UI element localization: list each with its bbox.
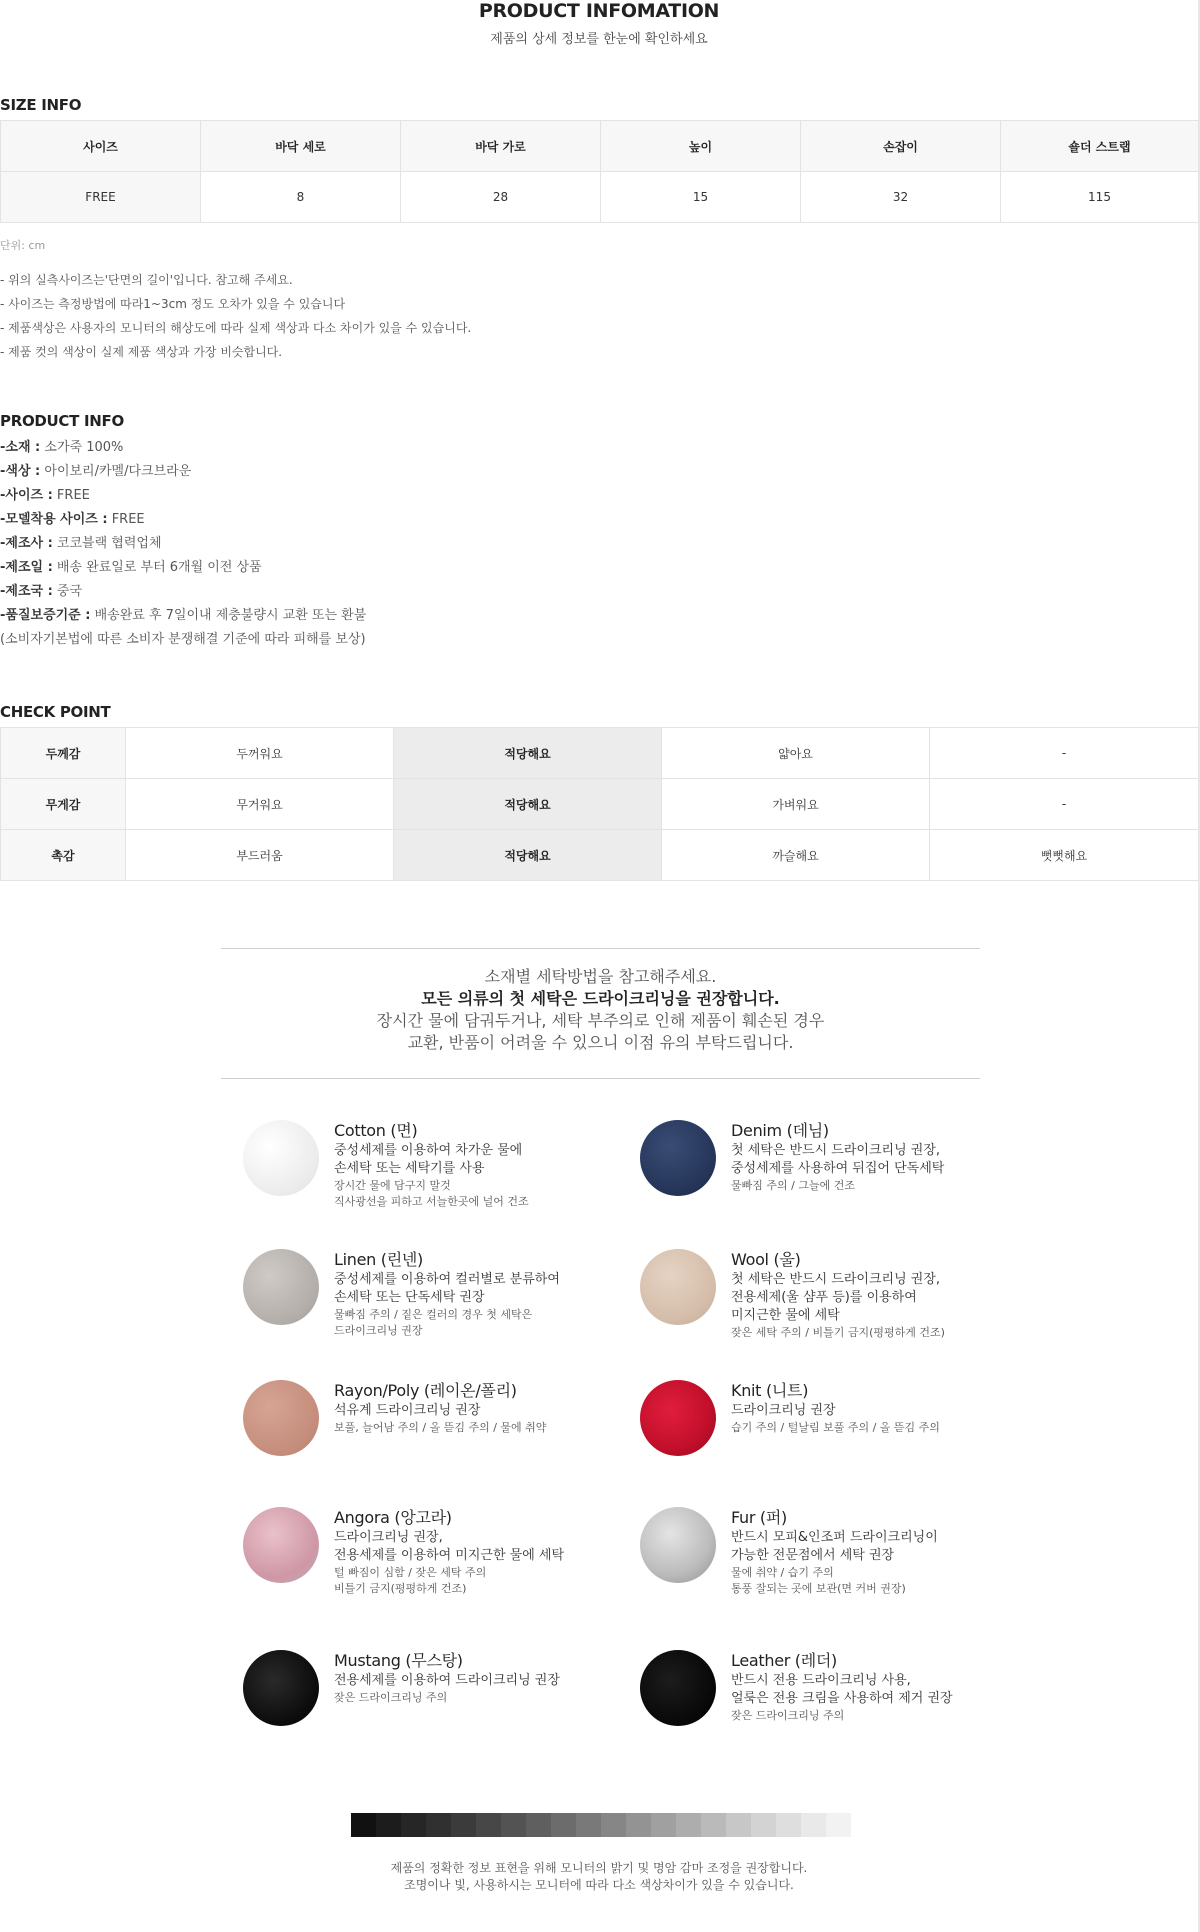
wash-guide-bottom-rule (221, 1078, 980, 1079)
info-value: FREE (52, 488, 90, 503)
knit-swatch (640, 1380, 716, 1456)
material-desc (731, 1271, 945, 1341)
info-label: -색상 : (0, 464, 41, 479)
gray-swatch (601, 1813, 626, 1837)
size-table (0, 120, 1199, 223)
gray-swatch (451, 1813, 476, 1837)
size-note: - 위의 실측사이즈는'단면의 길이'입니다. 참고해 주세요. (0, 273, 293, 287)
material-desc-line: 전용세제를 이용하여 드라이크리닝 권장 (334, 1673, 560, 1688)
info-item (0, 532, 366, 556)
size-header-cell: 바닥 가로 (401, 121, 601, 172)
size-table-value-row (1, 172, 1199, 223)
info-item (0, 460, 366, 484)
size-notes (0, 268, 471, 364)
size-info-title: SIZE INFO (0, 96, 82, 114)
material-desc-line: 중성세제를 사용하여 뒤집어 단독세탁 (731, 1161, 945, 1176)
size-table-header-row (1, 121, 1199, 172)
material-angora (243, 1507, 663, 1607)
gray-swatch (726, 1813, 751, 1837)
material-name: Fur (퍼) (731, 1508, 787, 1527)
check-option: 부드러움 (126, 830, 394, 881)
material-note: 잦은 세탁 주의 / 비틀기 금지(평평하게 건조) (731, 1326, 945, 1339)
material-note: 털 빠짐이 심함 / 잦은 세탁 주의 (334, 1566, 487, 1579)
material-desc-line: 중성세제를 이용하여 컬러별로 분류하여 (334, 1272, 560, 1287)
gray-swatch (701, 1813, 726, 1837)
wash-guide-emphasis: 모든 의류의 첫 세탁은 드라이크리닝을 권장합니다. (421, 989, 780, 1008)
material-linen (243, 1249, 663, 1349)
check-option: - (930, 779, 1199, 830)
info-footnote: (소비자기본법에 따른 소비자 분쟁해결 기준에 따라 피해를 보상) (0, 632, 366, 647)
info-label: -모델착용 사이즈 : (0, 512, 108, 527)
check-row-thickness (1, 728, 1199, 779)
leather-swatch (640, 1650, 716, 1726)
material-mustang (243, 1650, 663, 1750)
material-desc (334, 1142, 529, 1210)
size-header-cell: 바닥 세로 (201, 121, 401, 172)
material-desc-line: 얼룩은 전용 크림을 사용하여 제거 권장 (731, 1691, 953, 1706)
check-option-selected: 적당해요 (394, 830, 662, 881)
info-label: -제조일 : (0, 560, 53, 575)
check-option: 가벼워요 (662, 779, 930, 830)
info-value: FREE (107, 512, 145, 527)
wool-swatch (640, 1249, 716, 1325)
check-point-table (0, 727, 1199, 881)
check-option-selected: 적당해요 (394, 779, 662, 830)
info-item (0, 508, 366, 532)
material-desc-line: 중성세제를 이용하여 차가운 물에 (334, 1143, 523, 1158)
size-value-cell: 28 (401, 172, 601, 223)
info-item (0, 580, 366, 604)
gray-scale-bar (351, 1813, 851, 1837)
material-denim (640, 1120, 1060, 1220)
angora-swatch (243, 1507, 319, 1583)
material-note: 습기 주의 / 털날림 보풀 주의 / 올 뜯김 주의 (731, 1421, 940, 1434)
gray-swatch (801, 1813, 826, 1837)
material-name: Cotton (면) (334, 1121, 418, 1140)
material-name: Wool (울) (731, 1250, 801, 1269)
material-desc (731, 1529, 938, 1597)
material-knit (640, 1380, 1060, 1480)
product-info-list (0, 436, 366, 652)
gray-swatch (776, 1813, 801, 1837)
info-label: -품질보증기준 : (0, 608, 91, 623)
size-note: - 제품색상은 사용자의 모니터의 해상도에 따라 실제 색상과 다소 차이가 있을 수 있습니다. (0, 321, 472, 335)
material-note: 통풍 잘되는 곳에 보관(면 커버 권장) (731, 1582, 906, 1595)
check-option: 얇아요 (662, 728, 930, 779)
rayon-swatch (243, 1380, 319, 1456)
check-option: - (930, 728, 1199, 779)
material-note: 물빠짐 주의 / 짙은 컬러의 경우 첫 세탁은 (334, 1308, 533, 1321)
gray-swatch (351, 1813, 376, 1837)
info-item (0, 604, 366, 628)
material-desc-line: 손세탁 또는 단독세탁 권장 (334, 1290, 485, 1305)
info-value: 배송완료 후 7일이내 제충불량시 교환 또는 환불 (90, 608, 367, 623)
gray-swatch (401, 1813, 426, 1837)
fur-swatch (640, 1507, 716, 1583)
material-desc (334, 1672, 560, 1706)
material-name: Mustang (무스탕) (334, 1651, 463, 1670)
info-item (0, 436, 366, 460)
info-value: 코코블랙 협력업체 (52, 536, 162, 551)
material-note: 물빠짐 주의 / 그늘에 건조 (731, 1179, 855, 1192)
material-desc (731, 1402, 940, 1436)
size-header-cell: 손잡이 (801, 121, 1001, 172)
check-point-title: CHECK POINT (0, 703, 111, 721)
material-desc-line: 드라이크리닝 권장 (731, 1403, 836, 1418)
material-name: Rayon/Poly (레이온/폴리) (334, 1381, 517, 1400)
size-header-cell: 높이 (601, 121, 801, 172)
gray-swatch (826, 1813, 851, 1837)
material-desc-line: 드라이크리닝 권장, (334, 1530, 443, 1545)
check-row-label: 무게감 (1, 779, 126, 830)
info-value: 배송 완료일로 부터 6개월 이전 상품 (52, 560, 262, 575)
material-note: 물에 취약 / 습기 주의 (731, 1566, 834, 1579)
denim-swatch (640, 1120, 716, 1196)
material-cotton (243, 1120, 663, 1220)
size-value-cell: FREE (1, 172, 201, 223)
material-desc-line: 반드시 모피&인조퍼 드라이크리닝이 (731, 1530, 938, 1545)
size-value-cell: 15 (601, 172, 801, 223)
gray-swatch (376, 1813, 401, 1837)
linen-swatch (243, 1249, 319, 1325)
info-label: -제조사 : (0, 536, 53, 551)
material-desc-line: 전용세제(울 샴푸 등)를 이용하여 (731, 1290, 917, 1305)
page-title: PRODUCT INFOMATION (478, 0, 720, 22)
gray-swatch (676, 1813, 701, 1837)
check-row-weight (1, 779, 1199, 830)
material-desc (731, 1672, 953, 1724)
material-desc (731, 1142, 944, 1194)
material-note: 비틀기 금지(평평하게 건조) (334, 1582, 467, 1595)
material-fur (640, 1507, 1060, 1607)
material-name: Knit (니트) (731, 1381, 809, 1400)
size-note: - 사이즈는 측정방법에 따라1~3cm 정도 오차가 있을 수 있습니다 (0, 297, 346, 311)
gray-swatch (476, 1813, 501, 1837)
material-note: 직사광선을 피하고 서늘한곳에 널어 건조 (334, 1195, 529, 1208)
size-value-cell: 115 (1001, 172, 1199, 223)
gray-swatch (651, 1813, 676, 1837)
monitor-notice-line: 조명이나 빛, 사용하시는 모니터에 따라 다소 색상차이가 있을 수 있습니다. (404, 1878, 794, 1892)
material-desc-line: 전용세제를 이용하여 미지근한 물에 세탁 (334, 1548, 565, 1563)
gray-swatch (501, 1813, 526, 1837)
wash-guide-line: 교환, 반품이 어려울 수 있으니 이점 유의 부탁드립니다. (407, 1033, 794, 1052)
material-desc-line: 석유계 드라이크리닝 권장 (334, 1403, 481, 1418)
info-value: 중국 (52, 584, 83, 599)
material-note: 잦은 드라이크리닝 주의 (334, 1691, 448, 1704)
size-value-cell: 8 (201, 172, 401, 223)
material-name: Denim (데님) (731, 1121, 829, 1140)
size-header-cell: 숄더 스트랩 (1001, 121, 1199, 172)
material-note: 장시간 물에 담구지 말것 (334, 1179, 451, 1192)
info-label: -사이즈 : (0, 488, 53, 503)
material-desc-line: 첫 세탁은 반드시 드라이크리닝 권장, (731, 1143, 941, 1158)
check-option: 뻣뻣해요 (930, 830, 1199, 881)
check-option-selected: 적당해요 (394, 728, 662, 779)
material-desc (334, 1271, 560, 1339)
check-option: 무거워요 (126, 779, 394, 830)
material-name: Angora (앙고라) (334, 1508, 452, 1527)
check-option: 두꺼워요 (126, 728, 394, 779)
wash-guide-line: 장시간 물에 담궈두거나, 세탁 부주의로 인해 제품이 훼손된 경우 (376, 1011, 825, 1030)
size-header-cell: 사이즈 (1, 121, 201, 172)
mustang-swatch (243, 1650, 319, 1726)
gray-swatch (526, 1813, 551, 1837)
info-value: 아이보리/카멜/다크브라운 (40, 464, 192, 479)
gray-swatch (751, 1813, 776, 1837)
info-label: -제조국 : (0, 584, 53, 599)
material-desc (334, 1402, 546, 1436)
material-desc-line: 미지근한 물에 세탁 (731, 1308, 840, 1323)
info-item (0, 556, 366, 580)
material-note: 잦은 드라이크리닝 주의 (731, 1709, 845, 1722)
monitor-notice-line: 제품의 정확한 정보 표현을 위해 모니터의 밝기 및 명암 감마 조정을 권장합니다. (390, 1861, 808, 1875)
wash-guide-line: 소재별 세탁방법을 참고해주세요. (484, 967, 717, 986)
material-note: 보풀, 늘어남 주의 / 올 뜯김 주의 / 물에 취약 (334, 1421, 547, 1434)
gray-swatch (551, 1813, 576, 1837)
wash-guide-top-rule (221, 948, 980, 949)
material-desc-line: 반드시 전용 드라이크리닝 사용, (731, 1673, 911, 1688)
check-option: 까슬해요 (662, 830, 930, 881)
material-name: Leather (레더) (731, 1651, 837, 1670)
material-rayon-poly (243, 1380, 663, 1480)
material-leather (640, 1650, 1060, 1750)
material-desc-line: 손세탁 또는 세탁기를 사용 (334, 1161, 485, 1176)
material-note: 드라이크리닝 권장 (334, 1324, 423, 1337)
info-item (0, 484, 366, 508)
material-wool (640, 1249, 1060, 1349)
gray-swatch (426, 1813, 451, 1837)
check-row-label: 촉감 (1, 830, 126, 881)
gray-swatch (576, 1813, 601, 1837)
size-note: - 제품 컷의 색상이 실제 제품 색상과 가장 비슷합니다. (0, 345, 283, 359)
monitor-notice (0, 1860, 1198, 1894)
material-name: Linen (린넨) (334, 1250, 423, 1269)
material-desc-line: 가능한 전문점에서 세탁 권장 (731, 1548, 895, 1563)
info-value: 소가죽 100% (40, 440, 124, 455)
material-desc-line: 첫 세탁은 반드시 드라이크리닝 권장, (731, 1272, 941, 1287)
check-row-label: 두께감 (1, 728, 126, 779)
page-subtitle: 제품의 상세 정보를 한눈에 확인하세요 (490, 32, 708, 47)
gray-swatch (626, 1813, 651, 1837)
check-row-texture (1, 830, 1199, 881)
cotton-swatch (243, 1120, 319, 1196)
product-info-title: PRODUCT INFO (0, 412, 124, 430)
material-desc (334, 1529, 564, 1597)
unit-note: 단위: cm (0, 239, 46, 252)
wash-guide-heading (221, 966, 980, 1054)
info-label: -소재 : (0, 440, 41, 455)
size-value-cell: 32 (801, 172, 1001, 223)
